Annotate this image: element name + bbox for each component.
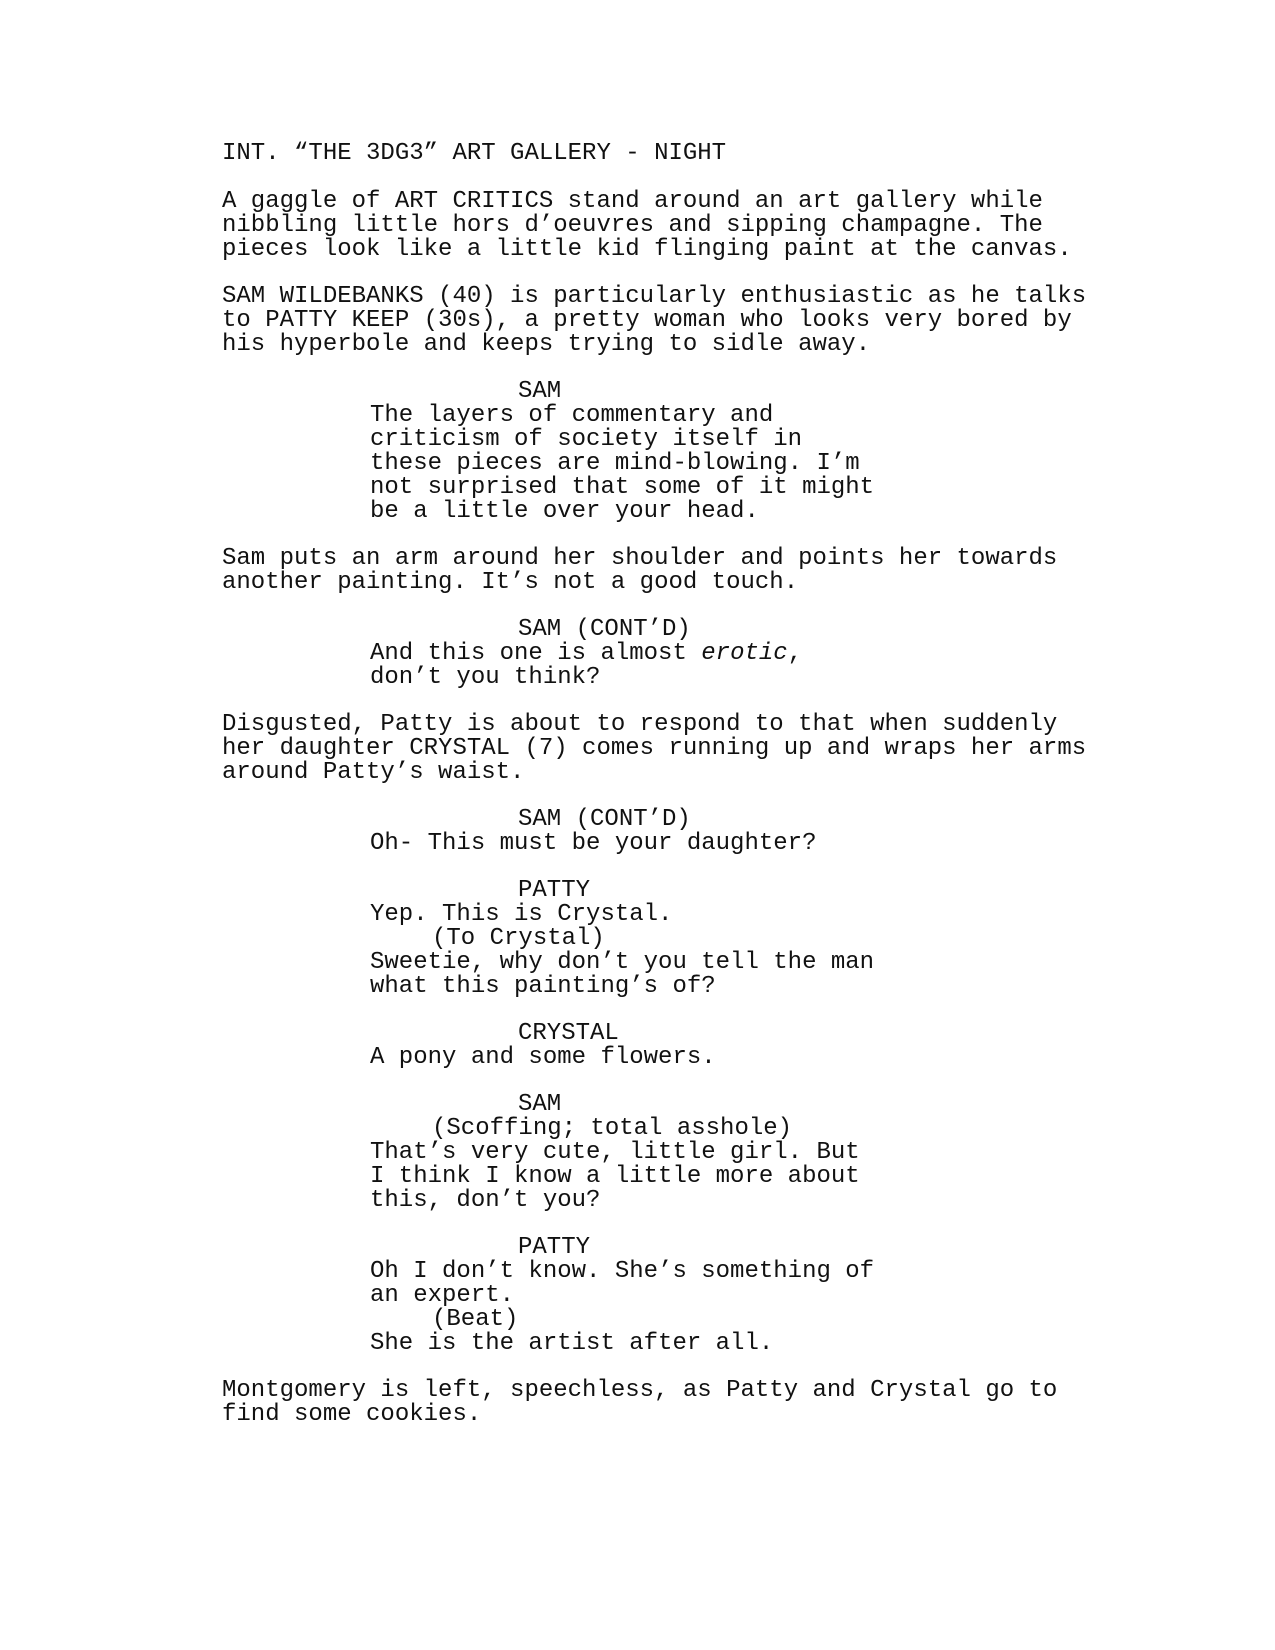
dialogue-line: not surprised that some of it might: [370, 474, 875, 501]
dialogue-line: Sweetie, why don’t you tell the man: [370, 949, 875, 976]
character-name: SAM (CONT’D): [518, 616, 691, 643]
action-line: another painting. It’s not a good touch.: [222, 569, 799, 596]
action-line: Montgomery is left, speechless, as Patty and Crystal go to: [222, 1377, 1058, 1404]
action-line: around Patty’s waist.: [222, 759, 525, 786]
dialogue-line: I think I know a little more about: [370, 1163, 860, 1190]
dialogue-line: A pony and some flowers.: [370, 1044, 716, 1071]
dialogue-text: And this one is almost: [370, 640, 702, 667]
dialogue-line: Oh I don’t know. She’s something of: [370, 1258, 875, 1285]
dialogue-line: these pieces are mind-blowing. I’m: [370, 450, 860, 477]
dialogue-emphasis: erotic: [701, 640, 788, 667]
character-name: SAM (CONT’D): [518, 806, 691, 833]
dialogue-line: Oh- This must be your daughter?: [370, 830, 817, 857]
parenthetical: (Beat): [432, 1306, 519, 1333]
character-name: SAM: [518, 1091, 562, 1118]
character-name: PATTY: [518, 877, 591, 904]
dialogue-line: She is the artist after all.: [370, 1330, 774, 1357]
scene-heading: INT. “THE 3DG3” ART GALLERY - NIGHT: [222, 140, 727, 167]
dialogue-line: Yep. This is Crystal.: [370, 901, 673, 928]
dialogue-line: an expert.: [370, 1282, 515, 1309]
dialogue-line: don’t you think?: [370, 664, 601, 691]
dialogue-text: ,: [787, 640, 803, 667]
action-line: nibbling little hors d’oeuvres and sipping champagne. The: [222, 212, 1043, 239]
dialogue-line: this, don’t you?: [370, 1187, 601, 1214]
action-line: his hyperbole and keeps trying to sidle away.: [222, 331, 871, 358]
action-line: her daughter CRYSTAL (7) comes running up and wraps her arms: [222, 735, 1087, 762]
dialogue-line: what this painting’s of?: [370, 973, 716, 1000]
character-name: CRYSTAL: [518, 1020, 619, 1047]
dialogue-line: criticism of society itself in: [370, 426, 803, 453]
dialogue-line: That’s very cute, little girl. But: [370, 1139, 860, 1166]
parenthetical: (To Crystal): [432, 925, 605, 952]
dialogue-line: be a little over your head.: [370, 498, 759, 525]
action-line: find some cookies.: [222, 1401, 482, 1428]
dialogue-line: The layers of commentary and: [370, 402, 774, 429]
action-line: Disgusted, Patty is about to respond to that when suddenly: [222, 711, 1058, 738]
dialogue-line: [370, 642, 802, 666]
action-line: A gaggle of ART CRITICS stand around an art gallery while: [222, 188, 1043, 215]
character-name: PATTY: [518, 1234, 591, 1261]
action-line: to PATTY KEEP (30s), a pretty woman who looks very bored by: [222, 307, 1072, 334]
action-line: Sam puts an arm around her shoulder and points her towards: [222, 545, 1058, 572]
action-line: pieces look like a little kid flinging paint at the canvas.: [222, 236, 1072, 263]
character-name: SAM: [518, 378, 562, 405]
parenthetical: (Scoffing; total asshole): [432, 1115, 793, 1142]
action-line: SAM WILDEBANKS (40) is particularly enthusiastic as he talks: [222, 283, 1087, 310]
